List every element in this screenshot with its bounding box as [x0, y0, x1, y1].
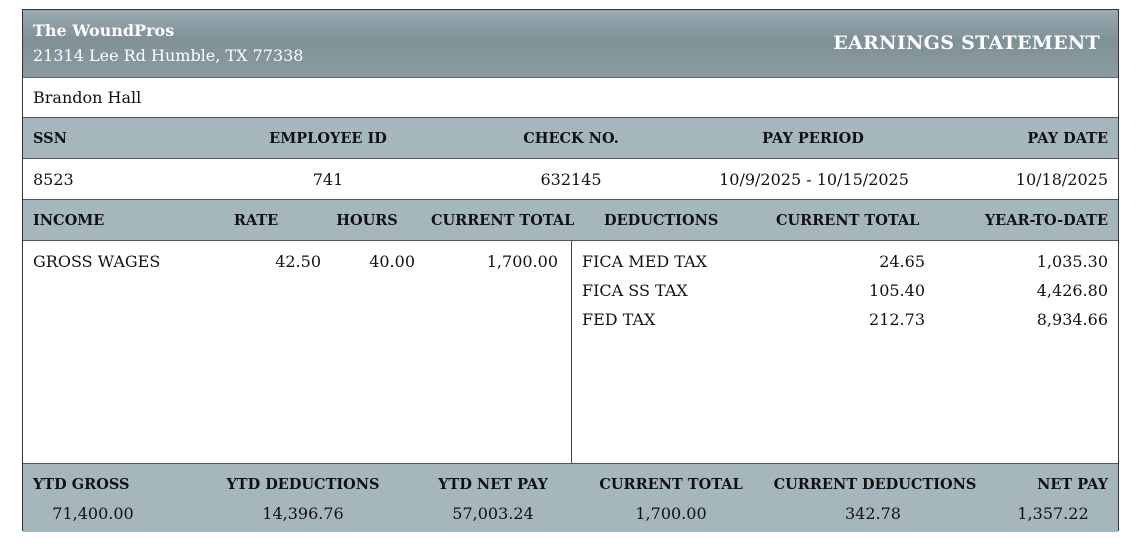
earnings-statement	[22, 9, 1119, 531]
rate-header: RATE	[233, 212, 279, 229]
current-total-header: CURRENT TOTAL	[599, 476, 743, 493]
pay-period-value: 10/9/2025 - 10/15/2025	[719, 170, 909, 189]
deduction-item-current-total: 212.73	[869, 310, 925, 329]
deduction-item-name: FED TAX	[582, 310, 656, 329]
deduction-item-current-total: 24.65	[879, 252, 925, 271]
ytd-deductions-value: 14,396.76	[262, 504, 344, 523]
summary-band	[23, 463, 1118, 532]
deductions-current-total-header: CURRENT TOTAL	[776, 212, 920, 229]
info-header-band	[23, 118, 1118, 159]
income-current-total-header: CURRENT TOTAL	[431, 212, 575, 229]
income-item-hours: 40.00	[369, 252, 415, 271]
ssn-header: SSN	[33, 130, 67, 147]
income-item-name: GROSS WAGES	[33, 252, 161, 271]
employee-row	[23, 77, 1118, 118]
ssn-value: 8523	[33, 170, 74, 189]
check-no-value: 632145	[540, 170, 602, 189]
check-no-header: CHECK NO.	[523, 130, 619, 147]
deduction-item-ytd: 8,934.66	[1036, 310, 1108, 329]
deduction-item-ytd: 1,035.30	[1036, 252, 1108, 271]
statement-title: EARNINGS STATEMENT	[833, 32, 1100, 54]
deduction-item-name: FICA MED TAX	[582, 252, 708, 271]
income-deductions-divider	[571, 241, 572, 463]
ytd-gross-value: 71,400.00	[52, 504, 134, 523]
deduction-item-name: FICA SS TAX	[582, 281, 688, 300]
company-address: 21314 Lee Rd Humble, TX 77338	[33, 46, 304, 65]
deductions-header: DEDUCTIONS	[604, 212, 719, 229]
ytd-net-pay-value: 57,003.24	[452, 504, 534, 523]
income-item-current-total: 1,700.00	[486, 252, 558, 271]
pay-date-header: PAY DATE	[1027, 130, 1108, 147]
statement-header	[23, 10, 1118, 78]
ytd-header: YEAR-TO-DATE	[984, 212, 1108, 229]
employee-name: Brandon Hall	[33, 88, 142, 107]
detail-header-band	[23, 200, 1118, 241]
company-name: The WoundPros	[33, 21, 175, 40]
info-values-row	[23, 159, 1118, 200]
ytd-gross-header: YTD GROSS	[33, 476, 130, 493]
net-pay-value: 1,357.22	[1017, 504, 1089, 523]
deduction-item-current-total: 105.40	[869, 281, 925, 300]
net-pay-header: NET PAY	[1037, 476, 1108, 493]
pay-date-value: 10/18/2025	[1015, 170, 1108, 189]
ytd-deductions-header: YTD DEDUCTIONS	[226, 476, 380, 493]
employee-id-value: 741	[312, 170, 344, 189]
deduction-item-ytd: 4,426.80	[1036, 281, 1108, 300]
income-header: INCOME	[33, 212, 105, 229]
pay-period-header: PAY PERIOD	[762, 130, 864, 147]
current-total-value: 1,700.00	[635, 504, 707, 523]
ytd-net-pay-header: YTD NET PAY	[438, 476, 548, 493]
current-deductions-value: 342.78	[845, 504, 901, 523]
employee-id-header: EMPLOYEE ID	[269, 130, 387, 147]
income-item-rate: 42.50	[275, 252, 321, 271]
current-deductions-header: CURRENT DEDUCTIONS	[773, 476, 977, 493]
hours-header: HOURS	[336, 212, 398, 229]
